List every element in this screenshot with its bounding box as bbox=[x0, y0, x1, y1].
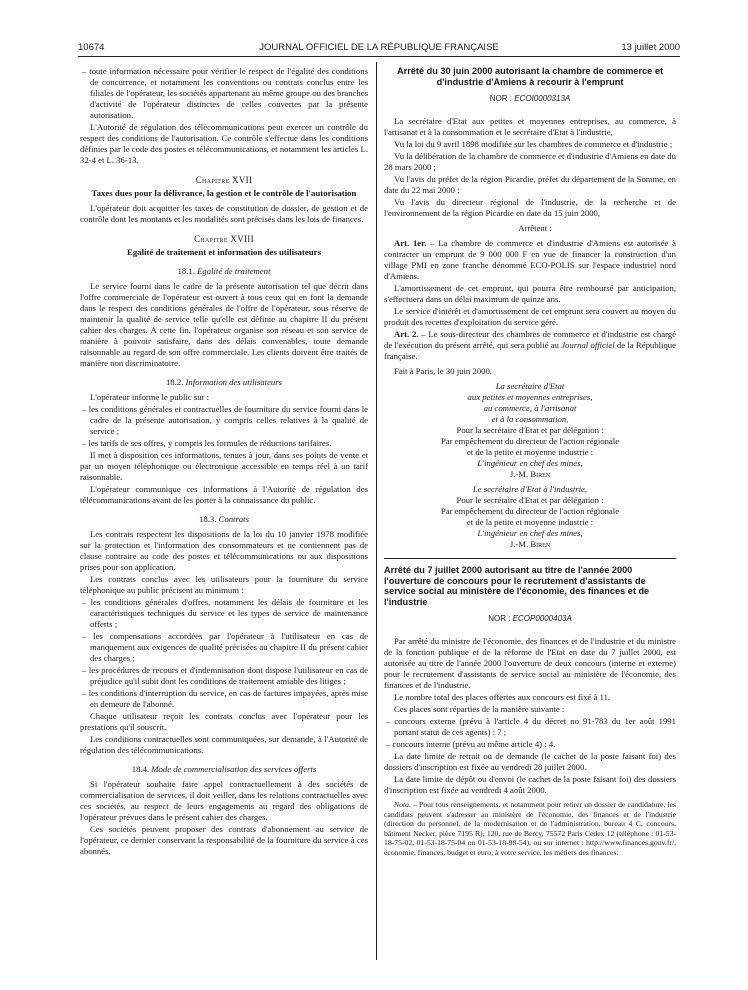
signature-line: au commerce, à l'artisanat bbox=[483, 403, 577, 413]
article-2 bbox=[384, 329, 676, 362]
paragraph: La secrétaire d'Etat aux petites et moyennes entreprises, au commerce, à l'artisanat et à la consommation et le secrétaire d'Etat à l'industrie, bbox=[384, 116, 676, 137]
article-text: – Le sous-directeur des chambres de commerce et d'industrie est chargé de l'exécution du présent arrêté, qui sera publié au bbox=[384, 329, 676, 350]
list-item: – les conditions générales et contractuelles de fourniture du service fourni dans le cadre de la présente autorisation, y compris celles relatives à la qualité de service ; bbox=[82, 404, 368, 436]
section-title: Contrats bbox=[218, 514, 249, 524]
list-item: – les conditions d'interruption du service, en cas de factures impayées, après mise en demeure de l'abonné. bbox=[82, 688, 368, 709]
paragraph: Ces places sont réparties de la manière suivante : bbox=[394, 704, 565, 714]
chapter-heading: Chapitre XVII bbox=[195, 175, 253, 185]
signing-place-date: Fait à Paris, le 30 juin 2000. bbox=[394, 366, 492, 376]
article-text: – La chambre de commerce et d'industrie d'Amiens est autorisée à contracter un emprunt de 9 000 000 F en vue de financer la construction d'un village PMI en zone franche dénommé ECO-POLIS sur l'espace industriel nord d'Amiens. bbox=[384, 238, 676, 281]
arretent-line: Arrêtent : bbox=[518, 223, 552, 233]
signatory-name: J.-M. Biren bbox=[509, 469, 551, 479]
signature-line: et de la petite et moyenne industrie : bbox=[466, 517, 594, 527]
signature-line: Pour le secrétaire d'Etat et par délégation : bbox=[456, 495, 604, 505]
paragraph: Vu la loi du 9 avril 1898 modifiée sur les chambres de commerce et d'industrie ; bbox=[394, 139, 673, 149]
paragraph: Par arrêté du ministre de l'économie, des finances et de l'industrie et du ministre de la fonction publique et de la réforme de l'Etat en date du 7 juillet 2000, est autorisée au titre de l'année 2000 l'ouverture de deux concours (interne et externe) pour le recrutement d'assistants de service social au ministère de l'économie, des finances et de l'industrie. bbox=[384, 636, 676, 690]
section-heading bbox=[80, 377, 368, 388]
paragraph: Vu l'avis du préfet de la région Picardie, préfet du département de la Somme, en date du 22 mai 2000 ; bbox=[384, 174, 676, 195]
paragraph: Chaque utilisateur reçoit les contrats conclus avec l'opérateur pour les prestations qu'il souscrit. bbox=[80, 711, 368, 732]
signature-line: Pour la secrétaire d'Etat et par délégation : bbox=[456, 425, 604, 435]
decree-title: Arrêté du 30 juin 2000 autorisant la chambre de commerce et d'industrie d'Amiens à recourir à l'emprunt bbox=[396, 66, 664, 87]
nor-label: NOR : bbox=[488, 614, 511, 623]
section-heading bbox=[80, 266, 368, 277]
nor-label: NOR : bbox=[489, 94, 512, 103]
list-item: – les conditions générales d'offres, notamment les délais de fourniture et les caractéristiques techniques du service et les types de service de maintenance offerts ; bbox=[82, 597, 368, 629]
nor-code: ECOI0000313A bbox=[514, 94, 571, 103]
nor-reference bbox=[384, 93, 676, 104]
section-number: 18.4. bbox=[131, 764, 150, 774]
page-number: 10674 bbox=[78, 42, 105, 53]
decree-title: Arrêté du 7 juillet 2000 autorisant au titre de l'année 2000 l'ouverture de concours pour le recrutement d'assistants de service social au ministère de l'économie, des finances et de l'industrie bbox=[384, 565, 650, 607]
paragraph: La date limite de retrait ou de demande (le cachet de la poste faisant foi) des dossiers d'inscription est fixée au vendredi 28 juillet 2000. bbox=[384, 751, 676, 772]
signature-line: et à la consommation, bbox=[491, 414, 569, 424]
paragraph: L'amortissement de cet emprunt, qui pourra être remboursé par anticipation, s'effectuera dans un délai maximum de quinze ans. bbox=[384, 283, 676, 304]
section-heading bbox=[80, 764, 368, 775]
list-item: – les procédures de recours et d'indemnisation dont dispose l'utilisateur en cas de préjudice qu'il subit dont les conditions de traitement amiable des litiges ; bbox=[82, 665, 368, 686]
paragraph: L'opérateur informe le public sur : bbox=[90, 392, 210, 402]
section-title: Mode de commercialisation des services offerts bbox=[151, 764, 317, 774]
article-1 bbox=[384, 238, 676, 282]
chapter-title: Egalité de traitement et information des utilisateurs bbox=[127, 247, 321, 257]
article-label: Art. 2. bbox=[394, 329, 419, 339]
paragraph: Il met à disposition ces informations, tenues à jour, dans ses points de vente et par un moyen téléphonique ou électronique accessible en temps réel à un tarif raisonnable. bbox=[80, 450, 368, 482]
paragraph: L'opérateur communique ces informations à l'Autorité de régulation des télécommunications avant de les porter à la connaissance du public. bbox=[80, 484, 368, 505]
paragraph: Les contrats respectent les dispositions de la loi du 10 janvier 1978 modifiée sur la protection et l'information des consommateurs et ne contiennent pas de clause contraire au code des postes et télécommunications ou aux dispositions prises pour son application. bbox=[80, 529, 368, 572]
paragraph: L'Autorité de régulation des télécommunications peut exercer un contrôle du respect des conditions de l'autorisation. Ce contrôle s'effectue dans les conditions définies par le code des postes et télécommunications, et notamment les articles L. 32-4 et L. 36-13. bbox=[80, 122, 368, 165]
paragraph: – toute information nécessaire pour vérifier le respect de l'égalité des conditions de concurrence, et notamment les conventions ou contrats conclus entre les filiales de l'opérateur, les sociétés appartenant au même groupe ou des branches d'activité de l'opérateur distinctes de celles couvertes par la présente autorisation. bbox=[82, 66, 368, 120]
section-rule bbox=[384, 558, 676, 559]
issue-date: 13 juillet 2000 bbox=[621, 42, 680, 53]
paragraph: Vu l'avis du directeur régional de l'industrie, de la recherche et de l'environnement de la région Picardie en date du 15 juin 2000, bbox=[384, 197, 676, 218]
paragraph: Les conditions contractuelles sont communiquées, sur demande, à l'Autorité de régulation des télécommunications. bbox=[80, 734, 368, 755]
paragraph: Le nombre total des places offertes aux concours est fixé à 11. bbox=[394, 692, 611, 702]
article-text: de la République française. bbox=[384, 340, 676, 361]
list-item: – concours externe (prévu à l'article 4 du décret no 91-783 du 1er août 1991 portant statut de ces agents) : 7 ; bbox=[386, 716, 676, 737]
chapter-title: Taxes dues pour la délivrance, la gestion et le contrôle de l'autorisation bbox=[91, 188, 357, 198]
paragraph: Si l'opérateur souhaite faire appel contractuellement à des sociétés de commercialisation de services, il doit veiller, dans les relations contractuelles avec ces sociétés, au respect de leurs engagements au regard des obligations de l'opérateur prévues dans le présent cahier des charges. bbox=[80, 779, 368, 822]
section-number: 18.3. bbox=[199, 514, 217, 524]
signature-line: L'ingénieur en chef des mines, bbox=[477, 458, 583, 468]
nor-code: ECOP0000403A bbox=[512, 614, 572, 623]
section-heading bbox=[80, 514, 368, 525]
list-item: – concours interne (prévu au même article 4) : 4. bbox=[386, 739, 556, 749]
nota-note bbox=[384, 800, 676, 858]
signature-block-1 bbox=[384, 381, 676, 480]
journal-name: Journal officiel bbox=[561, 340, 615, 350]
right-column bbox=[384, 66, 676, 859]
section-number: 18.2. bbox=[165, 377, 184, 387]
signature-line: La secrétaire d'Etat bbox=[495, 381, 565, 391]
note-label: Nota. bbox=[394, 800, 411, 809]
section-title: Information des utilisateurs bbox=[185, 377, 283, 387]
signature-line: Par empêchement du directeur de l'action régionale bbox=[440, 506, 620, 516]
paragraph: La date limite de dépôt ou d'envoi (le cachet de la poste faisant foi) des dossiers d'inscription est fixée au vendredi 4 août 2000. bbox=[384, 774, 676, 795]
page-header bbox=[78, 42, 680, 56]
paragraph: Le service d'intérêt et d'amortissement de cet emprunt sera couvert au moyen du produit des recettes d'exploitation du service géré. bbox=[384, 306, 676, 327]
signature-line: aux petites et moyennes entreprises, bbox=[467, 392, 593, 402]
list-item: – les tarifs de ses offres, y compris les formules de réductions tarifaires. bbox=[82, 438, 332, 448]
section-title: Egalité de traitement bbox=[197, 266, 271, 276]
paragraph: Les contrats conclus avec les utilisateurs pour la fourniture du service téléphonique au public précisent au minimum : bbox=[80, 574, 368, 595]
nor-reference bbox=[384, 613, 676, 624]
signatory-name: J.-M. Biren bbox=[509, 539, 551, 549]
paragraph: Ces sociétés peuvent proposer des contrats d'abonnement au service de l'opérateur, ce dernier conservant la responsabilité de la fourniture du service à ces abonnés. bbox=[80, 824, 368, 856]
article-label: Art. 1er. bbox=[394, 238, 427, 248]
signature-line: Par empêchement du directeur de l'action régionale bbox=[440, 436, 620, 446]
note-text: – Pour tous renseignements, et notamment pour retirer un dossier de candidature, les candidats peuvent s'adresser au ministère de l'économie, des finances et de l'industrie (direction du personnel, de la modernisation et de l'administration, bureau 4 C, concours, bâtiment Necker, pièce 7195 R), 120, rue de Bercy, 75572 Paris Cedex 12 (téléphone : 01-53-18-75-02, 01-53-18-75-04 ou 01-53-18-98-54), ou sur internet : http://www.finances.gouv.fr/, économie, finances, budget et euro, à votre service, les métiers des finances. bbox=[384, 800, 676, 857]
signature-line: et de la petite et moyenne industrie : bbox=[466, 447, 594, 457]
journal-title: JOURNAL OFFICIEL DE LA RÉPUBLIQUE FRANÇAISE bbox=[259, 42, 499, 53]
paragraph: Vu la délibération de la chambre de commerce et d'industrie d'Amiens en date du 28 mars 2000 ; bbox=[384, 151, 676, 172]
signature-line: Le secrétaire d'Etat à l'industrie, bbox=[472, 484, 588, 494]
column-divider bbox=[376, 62, 377, 960]
chapter-heading: Chapitre XVIII bbox=[194, 234, 254, 244]
signature-line: L'ingénieur en chef des mines, bbox=[477, 528, 583, 538]
header-rule bbox=[78, 56, 680, 57]
list-item: – les compensations accordées par l'opérateur à l'utilisateur en cas de manquement aux exigences de qualité précisées au chapitre II du présent cahier des charges ; bbox=[82, 631, 368, 663]
left-column bbox=[80, 66, 368, 858]
paragraph: L'opérateur doit acquitter les taxes de constitution de dossier, de gestion et de contrôle dont les montants et les modalités sont précisés dans les lois de finances. bbox=[80, 203, 368, 224]
paragraph: Le service fourni dans le cadre de la présente autorisation tel que décrit dans l'offre commerciale de l'opérateur est ouvert à tous ceux qui en font la demande dans le respect des conditions générales de l'offre de l'opérateur, sous réserve de maintenir la qualité de service telle qu'elle est définie au chapitre II du présent cahier des charges. A cette fin, l'opérateur organise son réseau et son service de manière à pouvoir satisfaire, dans des délais convenables, toute demande raisonnable au regard de son offre commerciale. Les clients doivent être traités de manière non discriminatoire. bbox=[80, 281, 368, 368]
section-number: 18.1. bbox=[177, 266, 195, 276]
signature-block-2 bbox=[384, 484, 676, 550]
